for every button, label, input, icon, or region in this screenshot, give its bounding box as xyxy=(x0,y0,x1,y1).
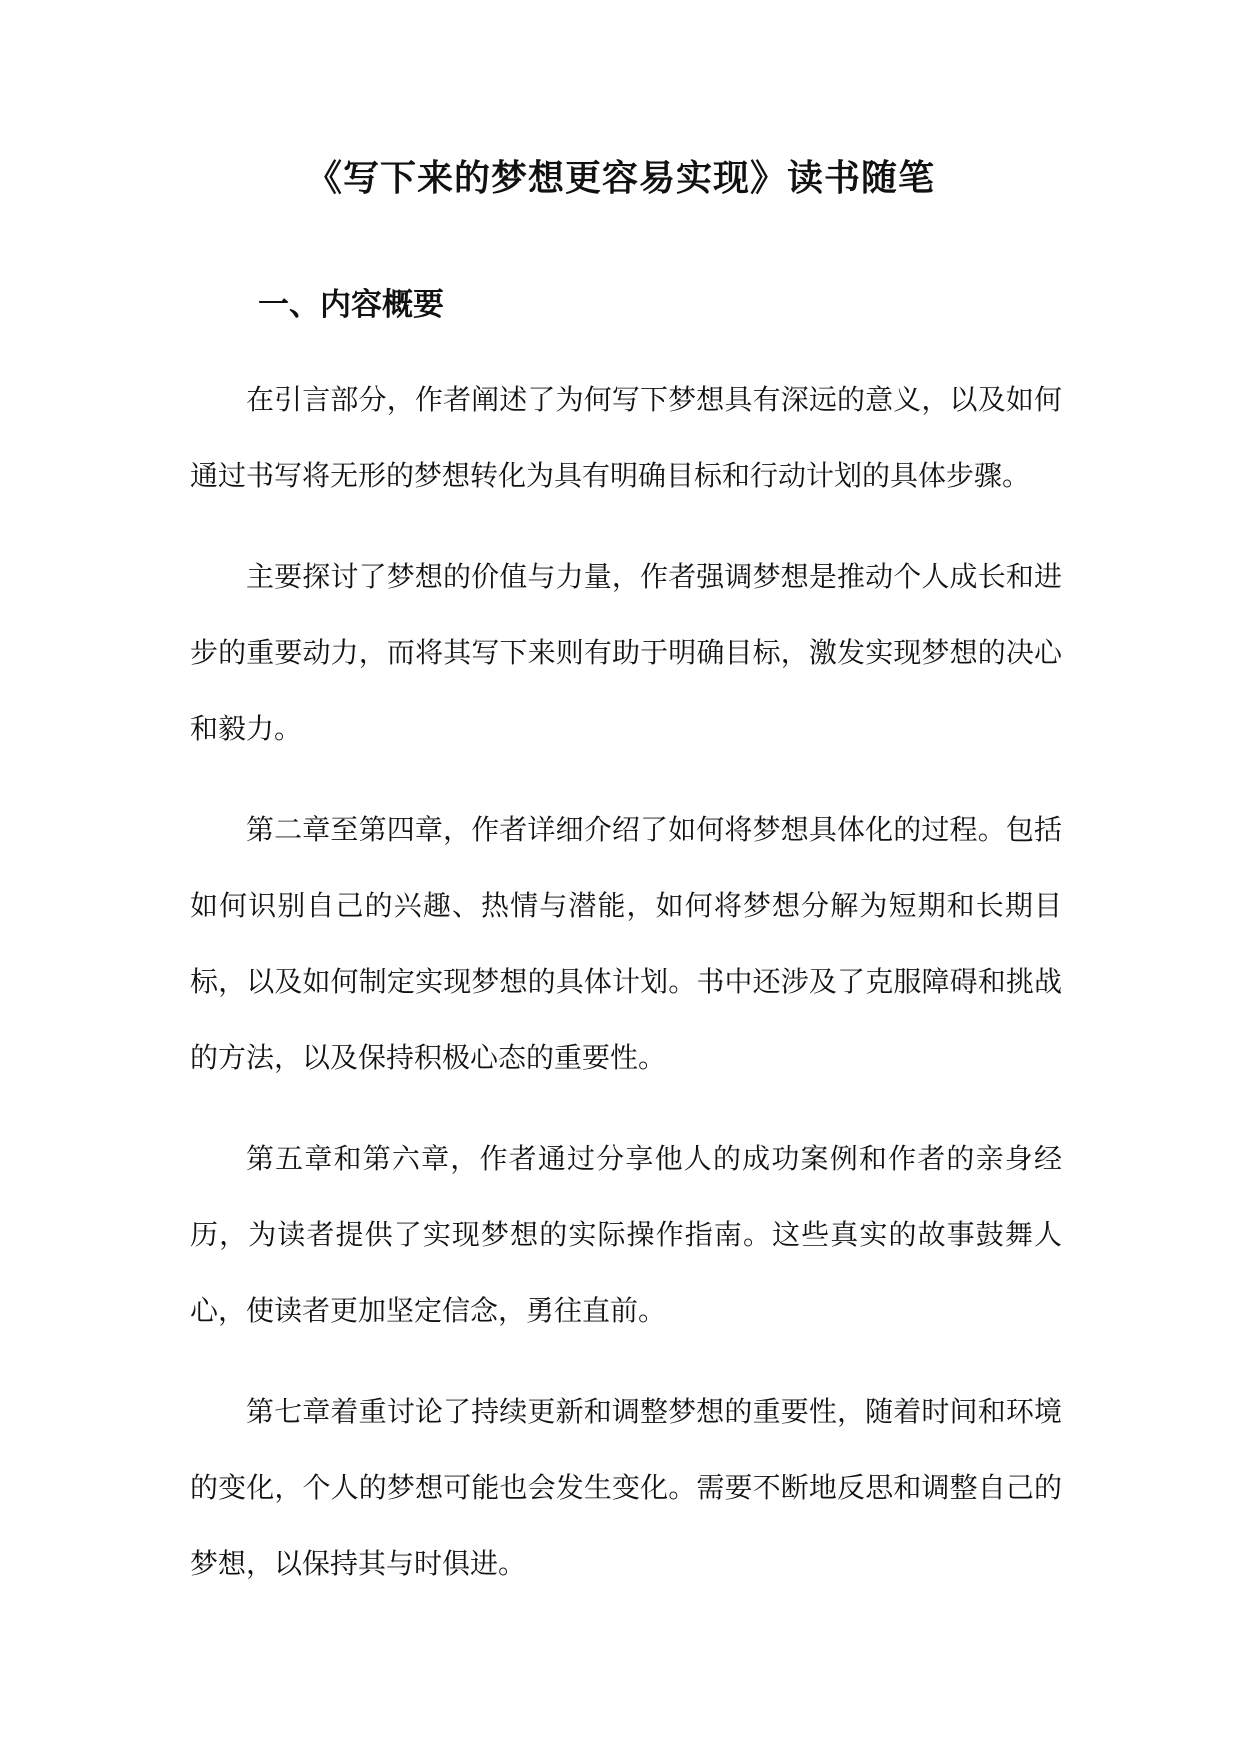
paragraph-chapters-5-6: 第五章和第六章，作者通过分享他人的成功案例和作者的亲身经历，为读者提供了实现梦想的实际操作指南。这些真实的故事鼓舞人心，使读者更加坚定信念，勇往直前。 xyxy=(190,1142,1062,1327)
paragraph-introduction: 在引言部分，作者阐述了为何写下梦想具有深远的意义，以及如何通过书写将无形的梦想转化为具有明确目标和行动计划的具体步骤。 xyxy=(190,383,1062,492)
paragraph-chapters-2-4: 第二章至第四章，作者详细介绍了如何将梦想具体化的过程。包括如何识别自己的兴趣、热情与潜能，如何将梦想分解为短期和长期目标，以及如何制定实现梦想的具体计划。书中还涉及了克服障碍和挑战的方法，以及保持积极心态的重要性。 xyxy=(190,813,1062,1074)
document-title: 《写下来的梦想更容易实现》读书随笔 xyxy=(305,157,935,199)
document-body xyxy=(190,362,1062,1627)
paragraph-chapter-7: 第七章着重讨论了持续更新和调整梦想的重要性，随着时间和环境的变化，个人的梦想可能也会发生变化。需要不断地反思和调整自己的梦想，以保持其与时俱进。 xyxy=(190,1395,1062,1580)
section-heading: 一、内容概要 xyxy=(258,287,444,323)
paragraph-value-of-dreams: 主要探讨了梦想的价值与力量，作者强调梦想是推动个人成长和进步的重要动力，而将其写下来则有助于明确目标，激发实现梦想的决心和毅力。 xyxy=(190,560,1062,745)
